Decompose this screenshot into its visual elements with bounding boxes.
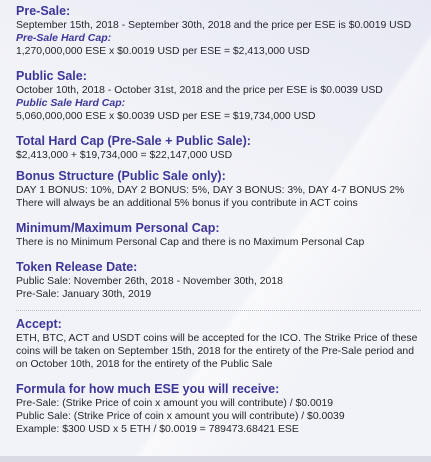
public-sale-heading: Public Sale:	[16, 69, 87, 83]
accept-text: ETH, BTC, ACT and USDT coins will be accepted for the ICO. The Strike Price of these coins will be taken on September 15th, 2018 for the entirety of the Pre-Sale period and on October 10th, 2018 for the entirety of the Public Sale	[16, 333, 418, 370]
bonus-section	[16, 169, 421, 210]
bonus-act-note: There will always be an additional 5% bonus if you contribute in ACT coins	[16, 198, 358, 209]
accept-heading: Accept:	[16, 317, 62, 331]
personal-cap-heading: Minimum/Maximum Personal Cap:	[16, 221, 220, 235]
bonus-days: DAY 1 BONUS: 10%, DAY 2 BONUS: 5%, DAY 3 BONUS: 3%, DAY 4-7 BONUS 2%	[16, 185, 405, 196]
personal-cap-text: There is no Minimum Personal Cap and there is no Maximum Personal Cap	[16, 237, 365, 248]
token-release-section	[16, 260, 421, 301]
total-hardcap-calc: $2,413,000 + $19,734,000 = $22,147,000 USD	[16, 150, 233, 161]
total-hardcap-heading: Total Hard Cap (Pre-Sale + Public Sale):	[16, 134, 251, 148]
formula-heading: Formula for how much ESE you will receive:	[16, 382, 280, 396]
token-release-presale: Pre-Sale: January 30th, 2019	[16, 289, 152, 300]
formula-example: Example: $300 USD x 5 ETH / $0.0019 = 789473.68421 ESE	[16, 424, 299, 435]
public-sale-dates: October 10th, 2018 - October 31st, 2018 and the price per ESE is $0.0039 USD	[16, 85, 383, 96]
personal-cap-section	[16, 221, 421, 249]
accept-section	[16, 317, 421, 371]
total-hardcap-section	[16, 134, 421, 162]
formula-public: Public Sale: (Strike Price of coin x amount you will contribute) / $0.0039	[16, 411, 345, 422]
token-release-heading: Token Release Date:	[16, 260, 138, 274]
public-sale-hardcap-label: Public Sale Hard Cap:	[16, 97, 126, 109]
bonus-heading: Bonus Structure (Public Sale only):	[16, 169, 226, 183]
bottom-band	[0, 456, 431, 462]
presale-dates: September 15th, 2018 - September 30th, 2018 and the price per ESE is $0.0019 USD	[16, 20, 412, 31]
presale-heading: Pre-Sale:	[16, 4, 71, 18]
presale-section	[16, 4, 421, 58]
presale-hardcap-calc: 1,270,000,000 ESE x $0.0019 USD per ESE = $2,413,000 USD	[16, 46, 310, 57]
formula-presale: Pre-Sale: (Strike Price of coin x amount you will contribute) / $0.0019	[16, 398, 334, 409]
public-sale-section	[16, 69, 421, 123]
public-sale-hardcap-calc: 5,060,000,000 ESE x $0.0039 USD per ESE = $19,734,000 USD	[16, 111, 316, 122]
formula-section	[16, 382, 421, 436]
section-divider	[16, 310, 421, 311]
presale-hardcap-label: Pre-Sale Hard Cap:	[16, 32, 112, 44]
token-release-public: Public Sale: November 26th, 2018 - November 30th, 2018	[16, 276, 283, 287]
